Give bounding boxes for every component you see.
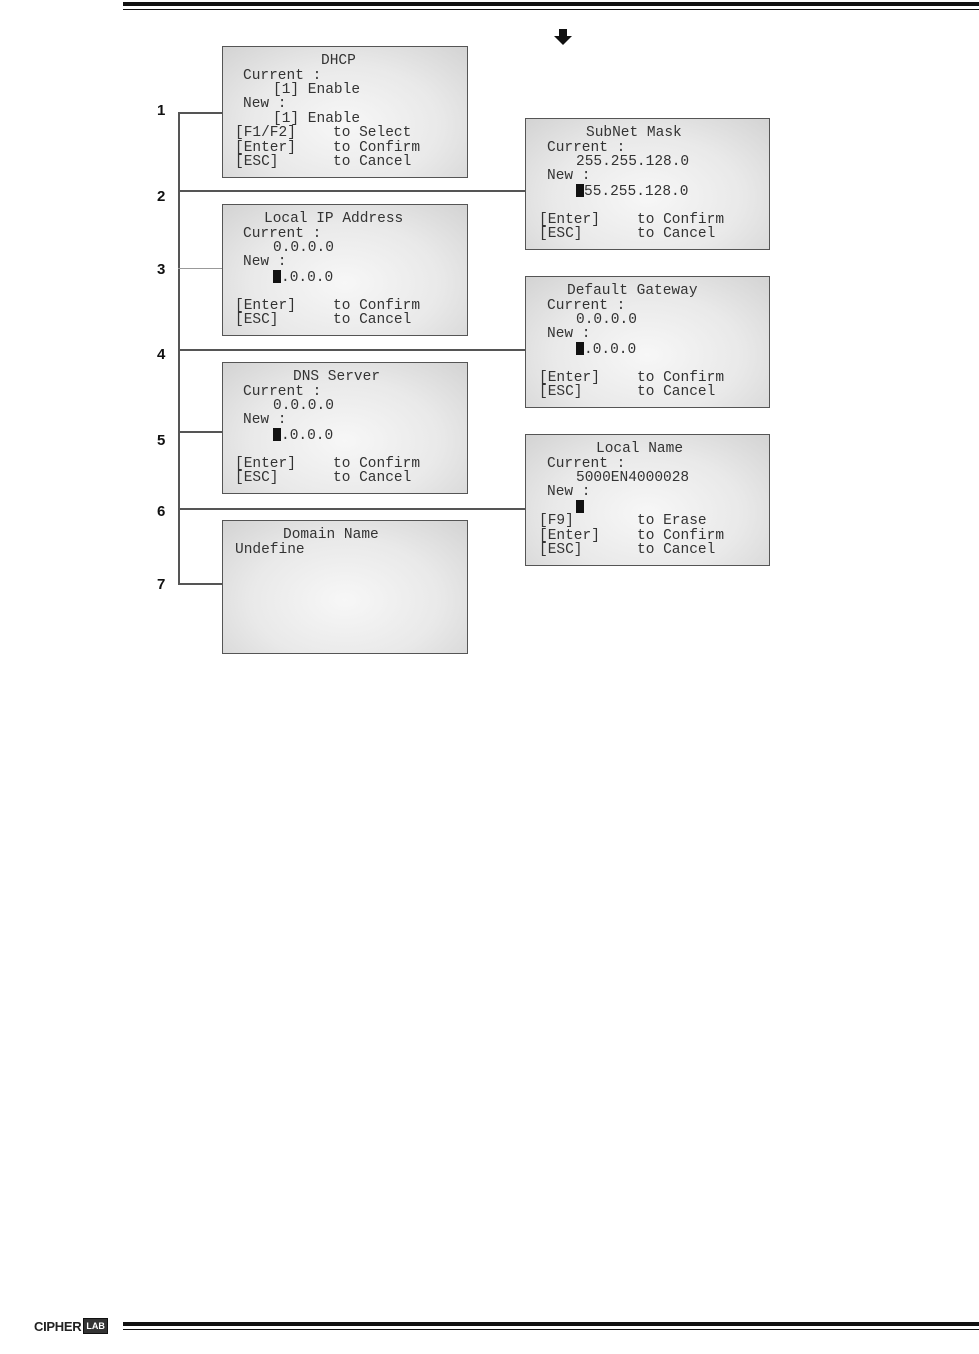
current-value: 255.255.128.0 <box>576 154 690 170</box>
hint-key: [Enter] <box>539 528 600 544</box>
hint-action: to Erase <box>637 513 707 529</box>
hint-action: to Cancel <box>637 542 716 558</box>
connector-3 <box>178 268 222 269</box>
hint-key: [F9] <box>539 513 574 529</box>
screen-title: Default Gateway <box>567 283 698 299</box>
current-value: 0.0.0.0 <box>576 312 637 328</box>
hint-key: [Enter] <box>539 212 600 228</box>
step-number-7: 7 <box>157 576 166 593</box>
text-cursor <box>273 270 281 283</box>
new-value-field[interactable] <box>576 342 636 358</box>
footer-rule <box>123 1322 979 1326</box>
text-cursor <box>576 184 584 197</box>
new-label: New : <box>547 326 591 342</box>
logo-lab-badge: LAB <box>83 1318 108 1334</box>
hint-key: [ESC] <box>539 226 583 242</box>
current-label: Current : <box>243 384 322 400</box>
cipherlab-logo <box>34 1316 108 1336</box>
dns-server-screen <box>222 362 468 494</box>
current-label: Current : <box>547 298 626 314</box>
down-arrow-icon <box>553 27 573 47</box>
connector-trunk <box>178 112 180 584</box>
new-value: 55.255.128.0 <box>584 184 689 200</box>
local-ip-screen <box>222 204 468 336</box>
connector-7 <box>178 583 222 585</box>
logo-cipher-text: CIPHER <box>34 1318 82 1334</box>
hint-action: to Cancel <box>333 312 412 328</box>
new-label: New : <box>243 412 287 428</box>
screen-title: Local Name <box>596 441 684 457</box>
hint-key: [Enter] <box>235 140 296 156</box>
new-value-field[interactable] <box>576 184 688 200</box>
hint-key: [Enter] <box>235 298 296 314</box>
hint-action: to Confirm <box>637 528 725 544</box>
new-label: New : <box>243 254 287 270</box>
hint-action: to Confirm <box>637 370 725 386</box>
connector-5 <box>178 431 222 433</box>
hint-action: to Cancel <box>637 226 716 242</box>
hint-action: to Confirm <box>637 212 725 228</box>
new-value: .0.0.0 <box>584 342 637 358</box>
step-number-4: 4 <box>157 346 166 363</box>
hint-key: [F1/F2] <box>235 125 296 141</box>
hint-action: to Cancel <box>637 384 716 400</box>
default-gateway-screen <box>525 276 770 408</box>
domain-name-screen <box>222 520 468 654</box>
hint-key: [ESC] <box>539 542 583 558</box>
current-value: 0.0.0.0 <box>273 240 334 256</box>
hint-action: to Select <box>333 125 412 141</box>
header-rule <box>123 2 979 6</box>
current-value: [1] Enable <box>273 82 361 98</box>
current-label: Current : <box>547 140 626 156</box>
hint-action: to Cancel <box>333 154 412 170</box>
connector-6 <box>178 508 526 510</box>
current-value: 5000EN4000028 <box>576 470 690 486</box>
hint-action: to Cancel <box>333 470 412 486</box>
connector-4 <box>178 349 526 351</box>
new-label: New : <box>547 168 591 184</box>
local-name-screen <box>525 434 770 566</box>
hint-key: [ESC] <box>539 384 583 400</box>
current-label: Current : <box>243 68 322 84</box>
dhcp-screen <box>222 46 468 178</box>
screen-title: SubNet Mask <box>586 125 682 141</box>
text-cursor <box>576 342 584 355</box>
screen-title: DNS Server <box>293 369 381 385</box>
new-value-field[interactable] <box>273 270 333 286</box>
hint-key: [Enter] <box>539 370 600 386</box>
screen-title: Domain Name <box>283 527 379 543</box>
text-cursor <box>576 500 584 513</box>
hint-action: to Confirm <box>333 298 421 314</box>
new-value: [1] Enable <box>273 111 361 127</box>
new-value: .0.0.0 <box>281 270 334 286</box>
screen-title: DHCP <box>321 53 356 69</box>
hint-action: to Confirm <box>333 140 421 156</box>
header-rule-thin <box>123 9 979 10</box>
step-number-6: 6 <box>157 503 166 520</box>
text-cursor <box>273 428 281 441</box>
current-label: Current : <box>547 456 626 472</box>
hint-key: [ESC] <box>235 312 279 328</box>
connector-1 <box>178 112 222 114</box>
connector-2 <box>178 190 526 192</box>
new-label: New : <box>243 96 287 112</box>
hint-key: [ESC] <box>235 154 279 170</box>
step-number-2: 2 <box>157 188 166 205</box>
step-number-3: 3 <box>157 261 166 278</box>
footer-rule-thin <box>123 1329 979 1330</box>
new-value: .0.0.0 <box>281 428 334 444</box>
new-value-field[interactable] <box>273 428 333 444</box>
domain-value: Undefine <box>235 542 305 558</box>
new-value-field[interactable] <box>576 500 584 516</box>
current-value: 0.0.0.0 <box>273 398 334 414</box>
hint-key: [ESC] <box>235 470 279 486</box>
hint-key: [Enter] <box>235 456 296 472</box>
subnet-mask-screen <box>525 118 770 250</box>
current-label: Current : <box>243 226 322 242</box>
screen-title: Local IP Address <box>264 211 404 227</box>
step-number-1: 1 <box>157 102 166 119</box>
step-number-5: 5 <box>157 432 166 449</box>
new-label: New : <box>547 484 591 500</box>
hint-action: to Confirm <box>333 456 421 472</box>
